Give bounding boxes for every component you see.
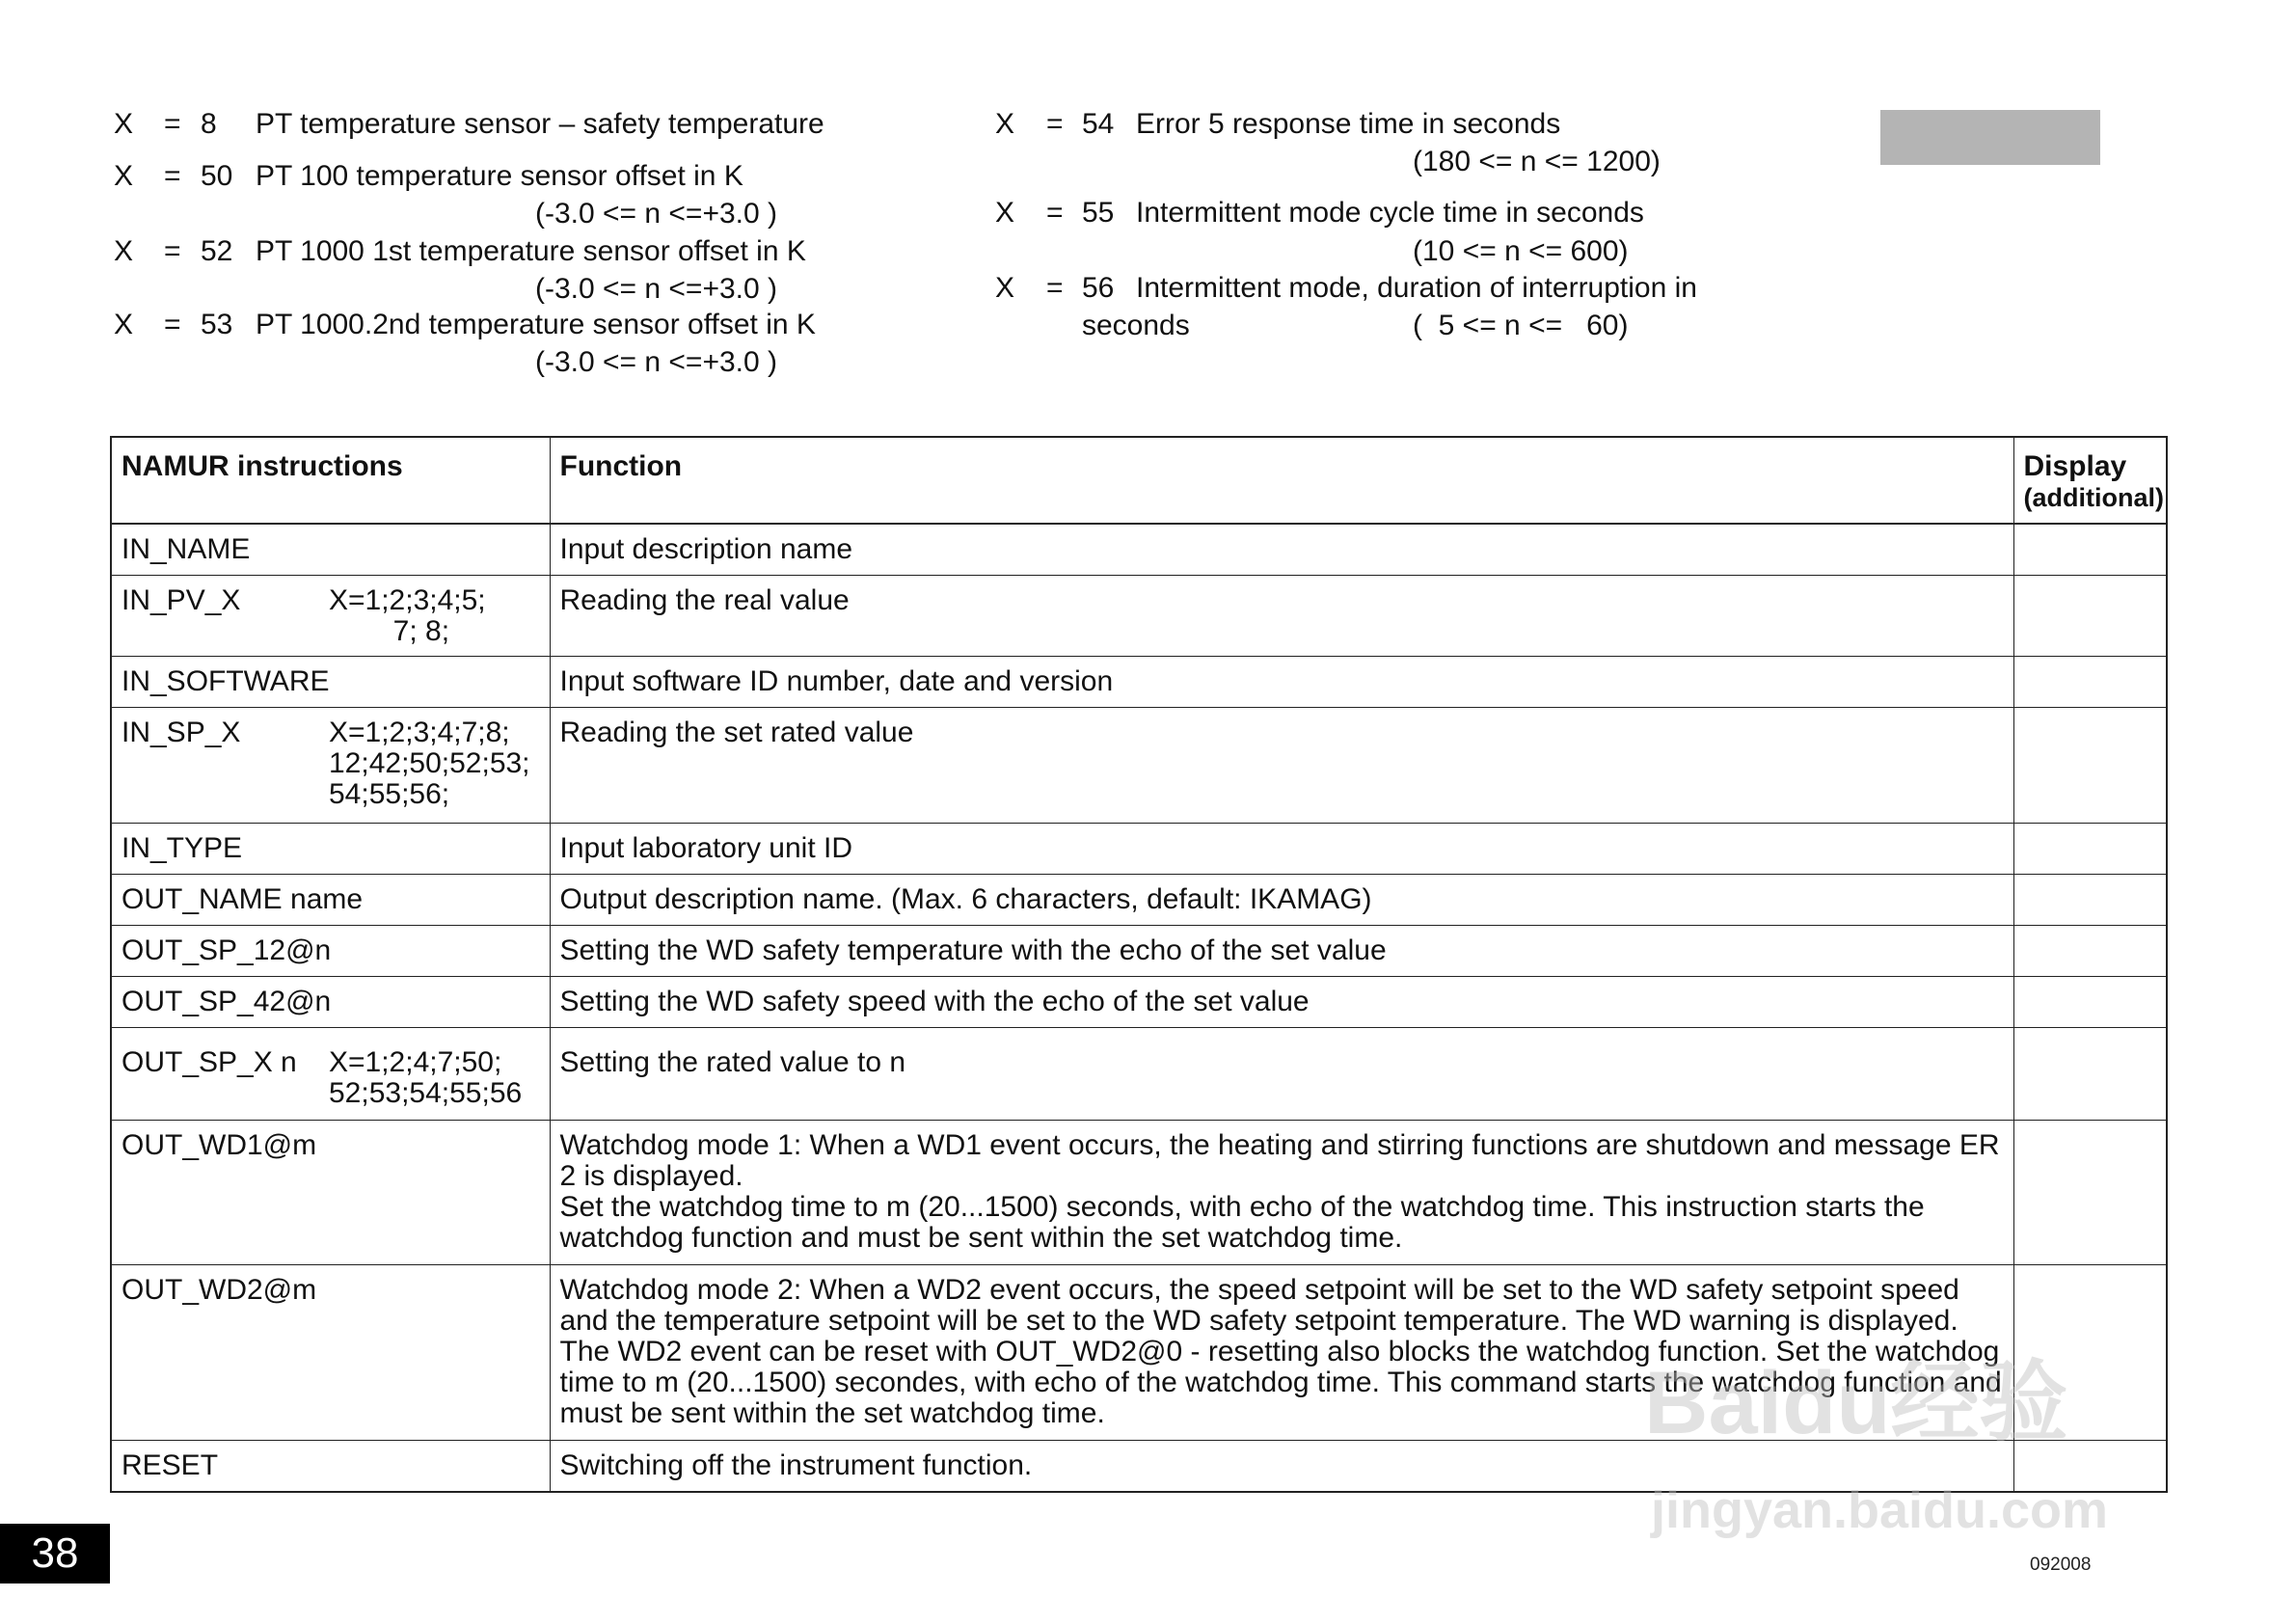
document-code: 092008 — [2030, 1555, 2092, 1575]
table-row — [111, 576, 2167, 657]
param-eq: = — [164, 235, 181, 267]
col-header-display — [2013, 437, 2167, 524]
param-desc: PT 100 temperature sensor offset in K — [256, 160, 743, 192]
cmd-cell — [111, 977, 550, 1028]
param-x: X — [114, 108, 134, 140]
cmd-cell — [111, 708, 550, 824]
cmd-cell — [111, 576, 550, 657]
watermark-url: jingyan.baidu.com — [1651, 1481, 2109, 1539]
display-cell — [2013, 824, 2167, 875]
function-cell: Setting the WD safety temperature with the echo of the set value — [550, 926, 2013, 977]
cmd-cell — [111, 1121, 550, 1265]
col-header-display-sub: (additional) — [2023, 483, 2164, 512]
cmd-name: IN_PV_X — [122, 584, 241, 616]
param-x: X — [995, 197, 1015, 229]
function-cell: Reading the set rated value — [550, 708, 2013, 824]
function-cell: Setting the rated value to n — [550, 1028, 2013, 1121]
cmd-name: OUT_WD1@m — [122, 1129, 317, 1161]
cmd-args: X=1;2;3;4;7;8; 12;42;50;52;53; 54;55;56; — [329, 717, 530, 810]
table-row — [111, 875, 2167, 926]
param-range: (-3.0 <= n <=+3.0 ) — [535, 273, 778, 305]
cmd-name: IN_TYPE — [122, 832, 243, 864]
cmd-cell — [111, 875, 550, 926]
function-cell: Reading the real value — [550, 576, 2013, 657]
param-range: (10 <= n <= 600) — [1413, 235, 1629, 267]
param-num: 50 — [201, 160, 233, 192]
param-desc: PT temperature sensor – safety temperature — [256, 108, 824, 140]
function-cell: Input description name — [550, 524, 2013, 576]
function-cell: Switching off the instrument function. — [550, 1441, 2013, 1493]
display-cell — [2013, 524, 2167, 576]
param-eq: = — [1046, 108, 1064, 140]
gray-tab-marker — [1880, 110, 2100, 165]
param-eq: = — [164, 160, 181, 192]
param-desc-continued: seconds — [1082, 310, 1190, 341]
param-x: X — [114, 160, 134, 192]
namur-instruction-table — [110, 436, 2168, 1493]
cmd-cell — [111, 926, 550, 977]
function-cell: Output description name. (Max. 6 characters, default: IKAMAG) — [550, 875, 2013, 926]
param-num: 8 — [201, 108, 217, 140]
display-cell — [2013, 875, 2167, 926]
table-row — [111, 708, 2167, 824]
param-x: X — [995, 108, 1015, 140]
table-row — [111, 1121, 2167, 1265]
cmd-name: RESET — [122, 1449, 219, 1481]
cmd-name: IN_SP_X — [122, 717, 241, 748]
display-cell — [2013, 926, 2167, 977]
watermark-logo: Baidu经验 — [1644, 1354, 2068, 1452]
param-desc: PT 1000.2nd temperature sensor offset in K — [256, 309, 816, 340]
col-header-display-title: Display — [2023, 450, 2127, 482]
param-range: (-3.0 <= n <=+3.0 ) — [535, 198, 778, 230]
function-cell: Input software ID number, date and version — [550, 657, 2013, 708]
param-x: X — [114, 309, 134, 340]
cmd-cell — [111, 524, 550, 576]
page-number: 38 — [0, 1524, 110, 1583]
cmd-name: OUT_SP_42@n — [122, 986, 332, 1017]
cmd-name: OUT_SP_X n — [122, 1046, 297, 1078]
table-header-row — [111, 437, 2167, 524]
cmd-cell — [111, 824, 550, 875]
display-cell — [2013, 576, 2167, 657]
function-cell: Input laboratory unit ID — [550, 824, 2013, 875]
col-header-namur: NAMUR instructions — [111, 437, 550, 524]
param-eq: = — [164, 108, 181, 140]
param-x: X — [995, 272, 1015, 304]
param-desc: Intermittent mode cycle time in seconds — [1136, 197, 1644, 229]
cmd-cell — [111, 1441, 550, 1493]
cmd-args: X=1;2;3;4;5; 7; 8; — [329, 584, 486, 647]
cmd-args: X=1;2;4;7;50; 52;53;54;55;56 — [329, 1046, 523, 1109]
param-desc: PT 1000 1st temperature sensor offset in K — [256, 235, 806, 267]
table-row — [111, 977, 2167, 1028]
function-cell: Watchdog mode 2: When a WD2 event occurs, the speed setpoint will be set to the WD safety setpoint speed and the temperature setpoint will be set to the WD safety setpoint temperature. The WD warning is displayed. The WD2 event can be reset with OUT_WD2@0 - resetting also blocks the watchdog function. Set the watchdog time to m (20...1500) secondes, with echo of the watchdog time. This command starts the watchdog function and must be sent within the set watchdog time. — [550, 1265, 2013, 1441]
function-cell: Watchdog mode 1: When a WD1 event occurs, the heating and stirring functions are shutdown and message ER 2 is displayed. Set the watchdog time to m (20...1500) seconds, with echo of the watchdog time. This instruction starts the watchdog function and must be sent within the set watchdog time. — [550, 1121, 2013, 1265]
display-cell — [2013, 977, 2167, 1028]
cmd-name: OUT_SP_12@n — [122, 934, 332, 966]
table-row — [111, 926, 2167, 977]
param-x: X — [114, 235, 134, 267]
param-eq: = — [1046, 197, 1064, 229]
param-range: (-3.0 <= n <=+3.0 ) — [535, 346, 778, 378]
display-cell — [2013, 657, 2167, 708]
table-row — [111, 657, 2167, 708]
param-num: 52 — [201, 235, 233, 267]
param-eq: = — [1046, 272, 1064, 304]
table-row — [111, 1028, 2167, 1121]
param-num: 54 — [1082, 108, 1115, 140]
display-cell — [2013, 708, 2167, 824]
display-cell — [2013, 1121, 2167, 1265]
param-eq: = — [164, 309, 181, 340]
param-desc: Intermittent mode, duration of interruption in — [1136, 272, 1697, 304]
cmd-cell — [111, 1028, 550, 1121]
cmd-name: IN_NAME — [122, 533, 251, 565]
cmd-name: OUT_WD2@m — [122, 1274, 317, 1306]
display-cell — [2013, 1028, 2167, 1121]
param-num: 55 — [1082, 197, 1115, 229]
cmd-cell — [111, 1265, 550, 1441]
param-range: (180 <= n <= 1200) — [1413, 146, 1661, 177]
param-desc: Error 5 response time in seconds — [1136, 108, 1561, 140]
cmd-name: IN_SOFTWARE — [122, 665, 330, 697]
function-cell: Setting the WD safety speed with the echo of the set value — [550, 977, 2013, 1028]
cmd-cell — [111, 657, 550, 708]
param-range: ( 5 <= n <= 60) — [1413, 310, 1629, 341]
cmd-name: OUT_NAME name — [122, 883, 364, 915]
param-num: 53 — [201, 309, 233, 340]
col-header-function: Function — [550, 437, 2013, 524]
param-num: 56 — [1082, 272, 1115, 304]
table-row — [111, 824, 2167, 875]
table-row — [111, 524, 2167, 576]
